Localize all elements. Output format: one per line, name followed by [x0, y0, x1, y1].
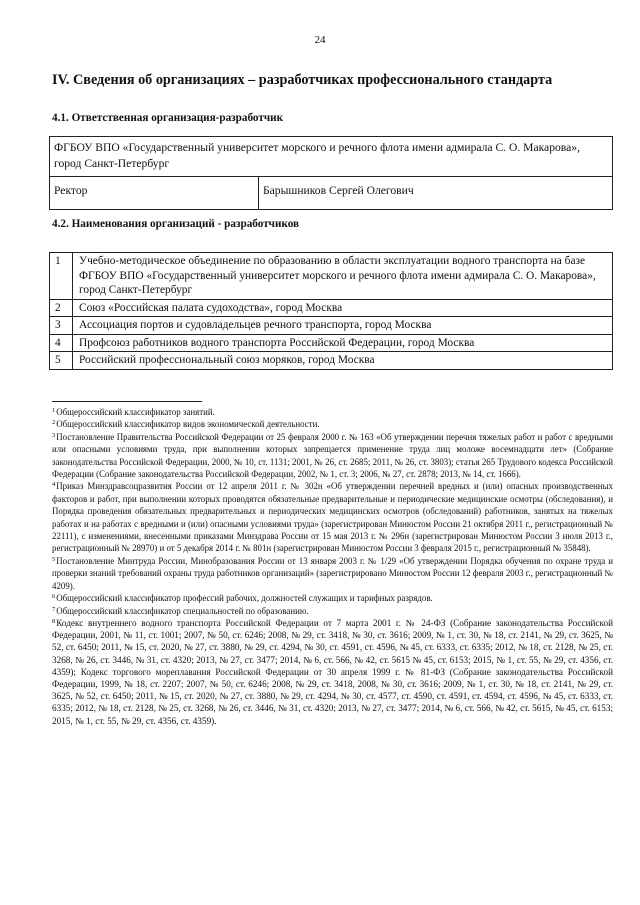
footnote-text: Постановление Минтруда России, Минобразования России от 13 января 2003 г. № 1/29 «Об утверждении Порядка обучения по охране труда и проверки знаний требований охраны труда работников организаций» (зарегистрировано Минюстом России 12 февраля 2003 г., регистрационный № 4209).: [52, 555, 613, 591]
row-number: 1: [50, 253, 73, 300]
footnote-marker: 4: [52, 481, 56, 489]
footnote-2: [52, 418, 613, 430]
footnote-marker: 7: [52, 605, 56, 613]
footnote-4: [52, 480, 613, 554]
footnote-3: [52, 431, 613, 481]
responsible-person-row: [50, 177, 613, 210]
row-number: 2: [50, 299, 73, 317]
row-number: 5: [50, 352, 73, 370]
table-row: [50, 352, 613, 370]
footnote-text: Общероссийский классификатор профессий рабочих, должностей служащих и тарифных разрядов.: [56, 593, 433, 604]
footnote-5: [52, 555, 613, 592]
responsible-position: Ректор: [50, 177, 259, 210]
footnote-text: Приказ Минздравсоцразвития России от 12 апреля 2011 г. № 302н «Об утверждении перечней вредных и (или) опасных производственных факторов и работ, при выполнении которых проводятся обязательные предварительные и периодические медицинские осмотры (обследования), и Порядка проведения обязательных предварительных и периодических медицинских осмотров (обследований) работников, занятых на тяжелых работах и на работах с вредными и (или) опасными условиями труда» (зарегистрирован Минюстом России 21 октября 2011 г., регистрационный № 22111), с изменениями, внесенными приказами Минздрава России от 15 мая 2013 г. № 296н (зарегистрирован Минюстом России 3 июля 2013 г., регистрационный № 28970) и от 5 декабря 2014 г. № 801н (зарегистрирован Минюстом России 3 февраля 2015 г., регистрационный № 35848).: [52, 481, 613, 554]
developer-orgs-heading: 4.2. Наименования организаций - разработчиков: [52, 218, 300, 230]
footnote-text: Постановление Правительства Российской Федерации от 25 февраля 2000 г. № 163 «Об утверждении перечня тяжелых работ и работ с вредными или опасными условиями труда, при выполнении которых запрещается применение труда лиц моложе восемнадцати лет» (Собрание законодательства Российской Федерации, 2000, № 10, ст. 1131; 2001, № 26, ст. 2685; 2011, № 26, ст. 3803); статья 265 Трудового кодекса Российской Федерации (Собрание законодательства Российской Федерации, 2002, № 1, ст. 3; 2006, № 27, ст. 2878; 2013, № 14, ст. 1666).: [52, 431, 613, 480]
org-name: Профсоюз работников водного транспорта Российской Федерации, город Москва: [73, 334, 613, 352]
row-number: 4: [50, 334, 73, 352]
footnote-text: Общероссийский классификатор видов экономической деятельности.: [56, 419, 320, 430]
footnote-7: [52, 605, 613, 617]
responsible-org-row: [50, 137, 613, 177]
responsible-person-name: Барышников Сергей Олегович: [259, 177, 613, 210]
footnote-1: [52, 406, 613, 418]
footnote-separator: [52, 401, 202, 402]
org-name: Союз «Российская палата судоходства», город Москва: [73, 299, 613, 317]
org-name: Учебно-методическое объединение по образованию в области эксплуатации водного транспорта на базе ФГБОУ ВПО «Государственный университет морского и речного флота имени адмирала С. О. Макарова», город Санкт-Петербург: [73, 253, 613, 300]
responsible-org-table: [49, 136, 613, 210]
footnote-text: Кодекс внутреннего водного транспорта Российской Федерации от 7 марта 2001 г. № 24-ФЗ (Собрание законодательства Российской Федерации, 2001, № 11, ст. 1001; 2007, № 50, ст. 6246; 2008, № 29, ст. 3418, № 30, ст. 3616; 2009, № 1, ст. 30, № 18, ст. 2141, № 29, ст. 3625, № 52, ст. 6450; 2011, № 15, ст. 2020, № 27, ст. 3880, № 29, ст. 4294, № 30, ст. 4591, ст. 4596, № 45, ст. 6333, ст. 6335; 2012, № 18, ст. 2128, № 25, ст. 3268, № 26, ст. 3446, № 31, ст. 4320; 2013, № 27, ст. 3477; 2014, № 6, ст. 566, № 42, ст. 5615 № 45, ст. 6153; 2015, № 1, ст. 55, № 29, ст. 4356, ст. 4359); Кодекс торгового мореплавания Российской Федерации от 30 апреля 1999 г. № 81-ФЗ (Собрание законодательства Российской Федерации, 1999, № 18, ст. 2207; 2007, № 50, ст. 6246; 2008, № 29, ст. 3418, 2008, № 30, ст. 3616; 2009, № 1, ст. 30, № 18, ст. 2141, № 29, ст. 3625, № 52, ст. 6450; 2011, № 15, ст. 2020, № 27, ст. 3880, № 29, ст. 4294, № 30, ст. 4577, ст. 4590, ст. 4591, ст. 4594, ст. 4596, № 45, ст. 6333, ст. 6335; 2012, № 18, ст. 2128, № 25, ст. 3268, № 26, ст. 3446, № 31, ст. 4320; 2013, № 27, ст. 3477; 2014, № 6, ст. 566, № 42, ст. 5615, № 45, ст. 6153; 2015, № 1, ст. 55, № 29, ст. 4356, ст. 4359).: [52, 617, 613, 726]
footnote-text: Общероссийский классификатор занятий.: [56, 407, 215, 417]
responsible-org-heading: 4.1. Ответственная организация-разработчик: [52, 112, 284, 124]
footnote-marker: 8: [52, 617, 56, 625]
footnote-8: [52, 617, 613, 727]
table-row: [50, 299, 613, 317]
footnote-marker: 6: [52, 593, 56, 601]
footnote-marker: 5: [52, 555, 56, 563]
responsible-org-name: ФГБОУ ВПО «Государственный университет морского и речного флота имени адмирала С. О. Макарова», город Санкт-Петербург: [50, 137, 613, 177]
row-number: 3: [50, 317, 73, 335]
table-row: [50, 334, 613, 352]
footnote-text: Общероссийский классификатор специальностей по образованию.: [56, 605, 309, 616]
footnote-6: [52, 592, 613, 604]
page-number: 24: [314, 34, 326, 46]
org-name: Ассоциация портов и судовладельцев речного транспорта, город Москва: [73, 317, 613, 335]
footnote-marker: 1: [52, 407, 56, 414]
footnote-marker: 2: [52, 419, 56, 427]
org-name: Российский профессиональный союз моряков, город Москва: [73, 352, 613, 370]
footnote-marker: 3: [52, 431, 56, 439]
developer-orgs-table: [49, 252, 613, 370]
table-row: [50, 317, 613, 335]
footnotes: [52, 406, 613, 727]
section-title: IV. Сведения об организациях – разработчиках профессионального стандарта: [52, 72, 553, 88]
table-row: [50, 253, 613, 300]
